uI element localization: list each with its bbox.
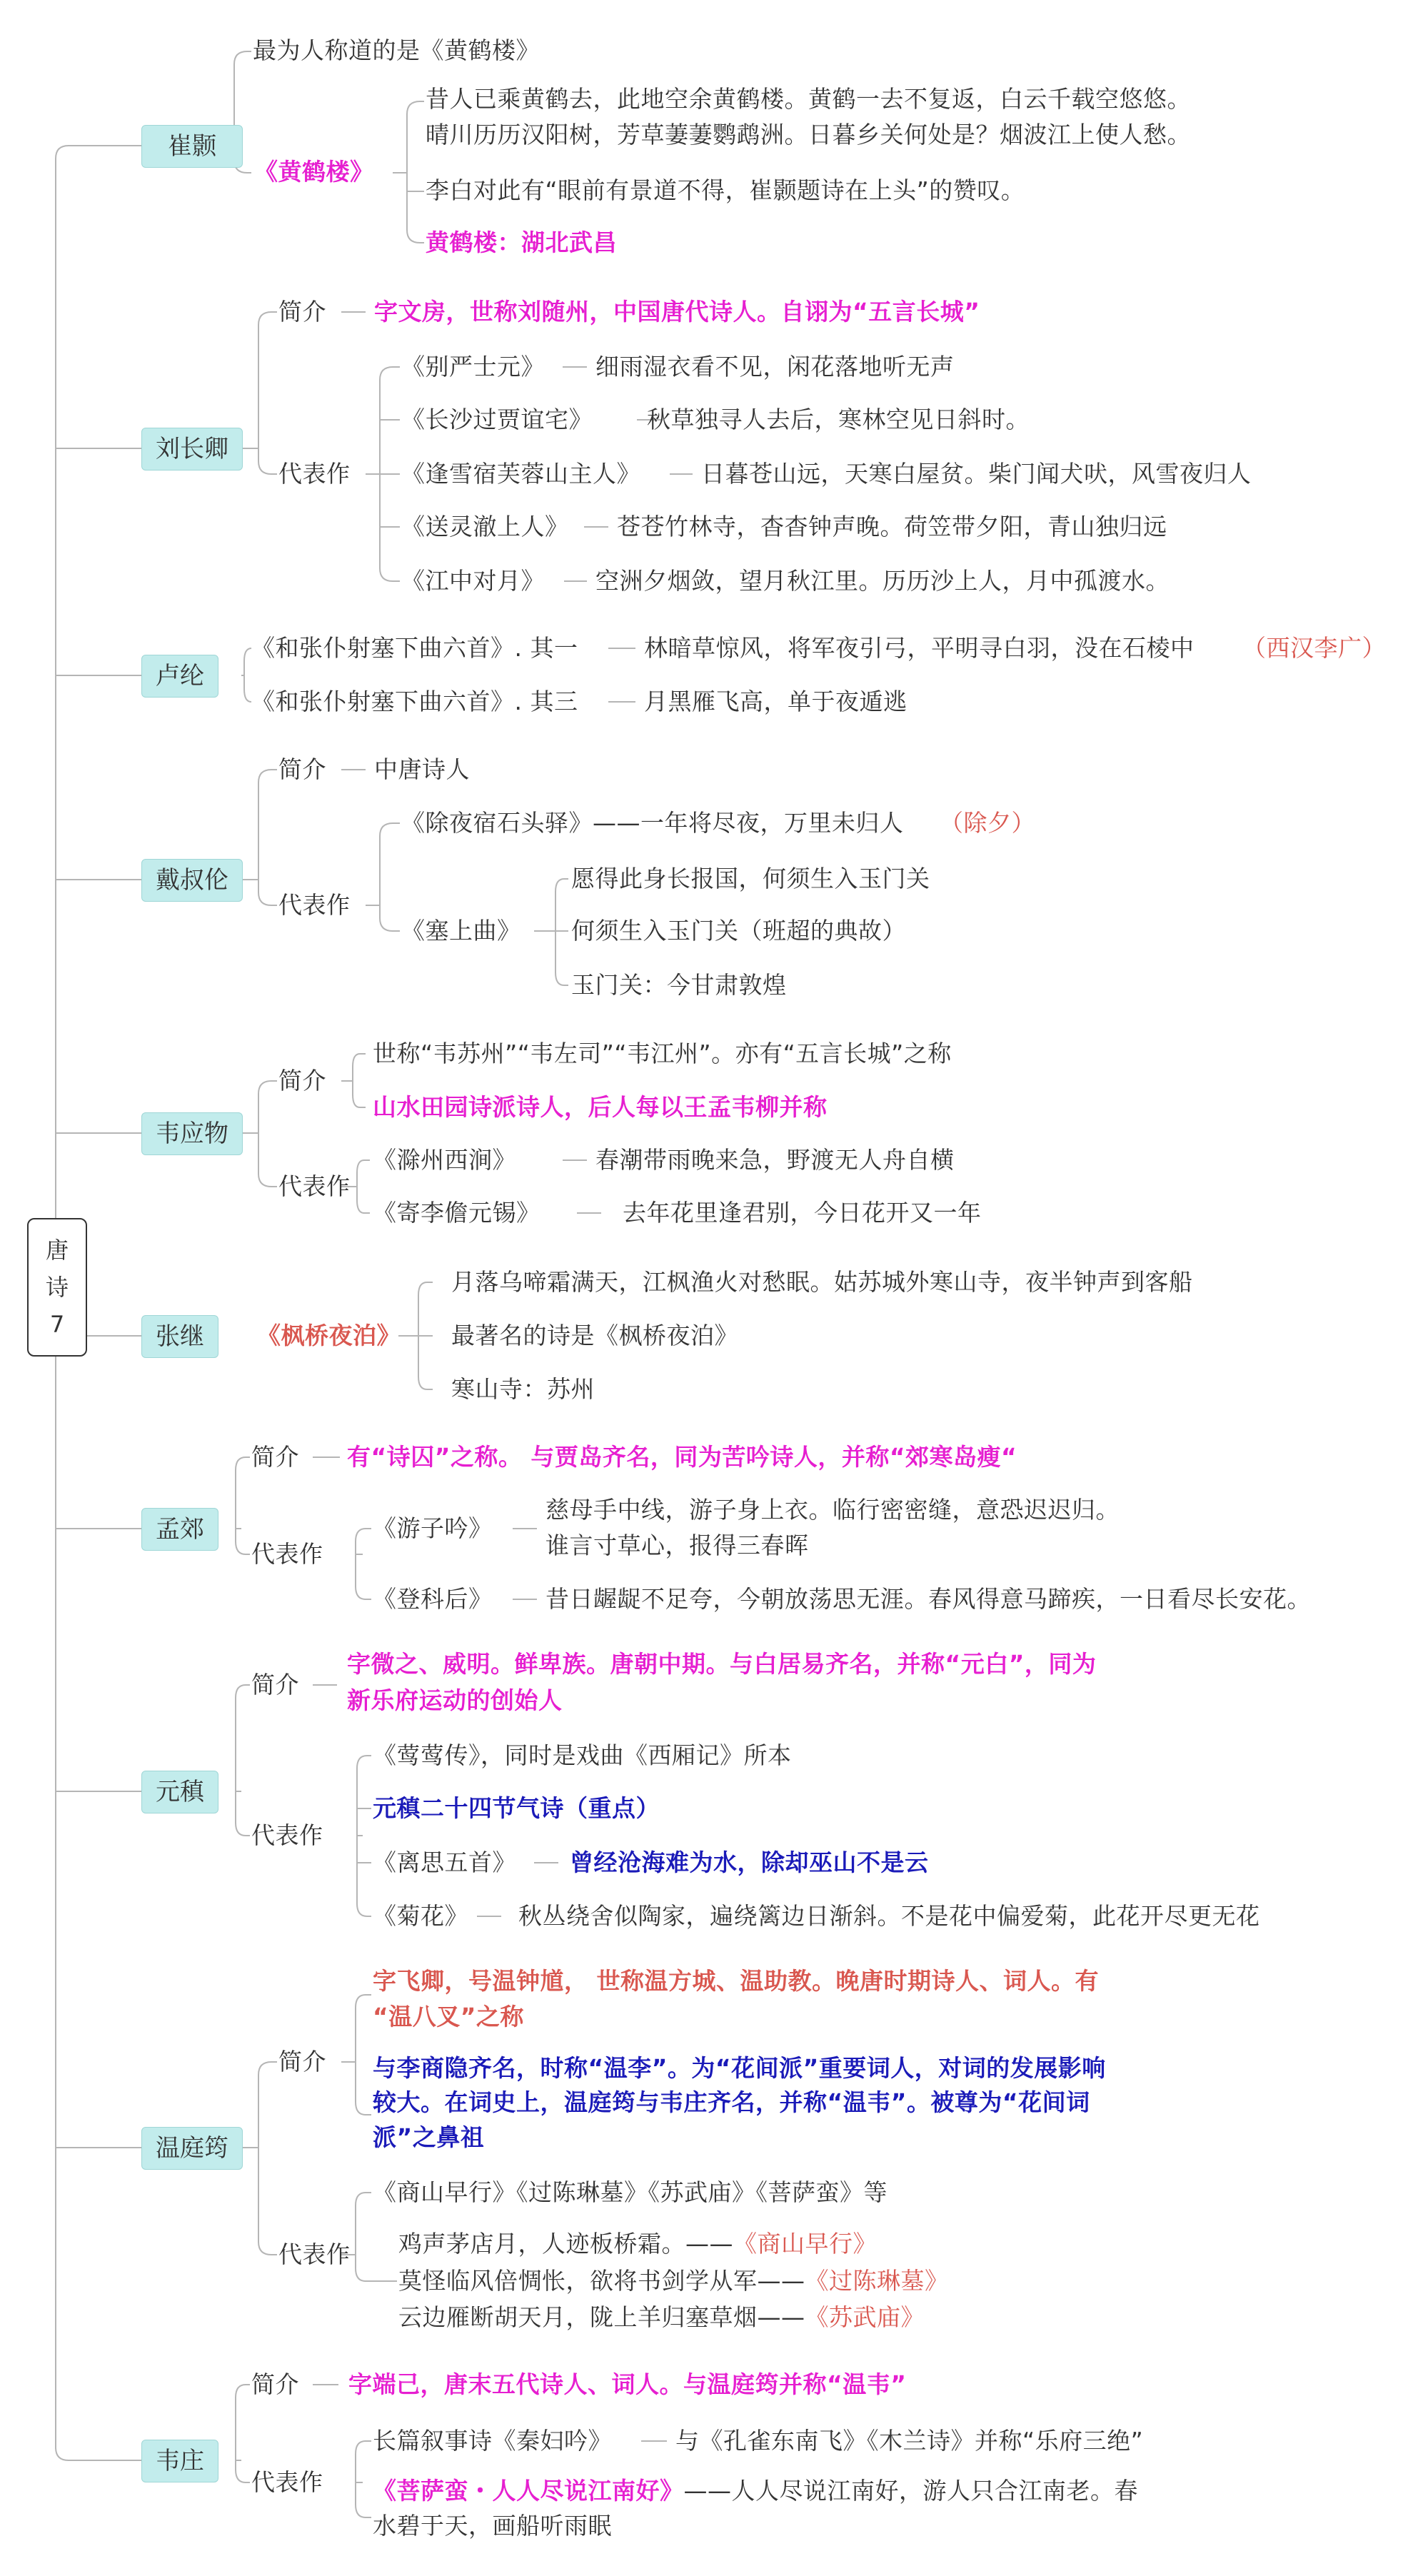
cuihao-poem-line1: 昔人已乘黄鹤去，此地空余黄鹤楼。黄鹤一去不复返，白云千载空悠悠。 bbox=[426, 85, 1191, 113]
yuanzhen-intro-line: 字微之、威明。鲜卑族。唐朝中期。与白居易齐名，并称“元白”，同为 bbox=[347, 1650, 1097, 1678]
poet-node-daishulun[interactable]: 戴叔伦 bbox=[141, 859, 243, 902]
wentingyun-intro-label[interactable]: 简介 bbox=[278, 2048, 326, 2076]
poet-node-weizhuang[interactable]: 韦庄 bbox=[141, 2440, 218, 2482]
yuanzhen-work4-title[interactable]: 《菊花》 bbox=[373, 1902, 468, 1930]
root-char-1: 唐 bbox=[45, 1237, 69, 1264]
weizhuang-work2-line-cont: 水碧于天，画船听雨眠 bbox=[373, 2512, 612, 2540]
weiyingwu-work-line: 春潮带雨晚来急，野渡无人舟自横 bbox=[595, 1146, 955, 1174]
yuanzhen-work3-line: 曾经沧海难为水，除却巫山不是云 bbox=[570, 1848, 929, 1876]
weiyingwu-work-title[interactable]: 《滁州西涧》 bbox=[373, 1146, 516, 1174]
wentingyun-quote-text: 云边雁断胡天月，陇上羊归塞草烟—— bbox=[398, 2303, 805, 2331]
poet-node-liuchangqing[interactable]: 刘长卿 bbox=[141, 428, 243, 471]
zhangji-line: 寒山寺：苏州 bbox=[451, 1375, 595, 1403]
weizhuang-work1-title[interactable]: 长篇叙事诗《秦妇吟》 bbox=[373, 2427, 612, 2455]
mengjiao-work2-line: 昔日龌龊不足夸，今朝放荡思无涯。春风得意马蹄疾，一日看尽长安花。 bbox=[545, 1585, 1311, 1613]
wentingyun-works-list[interactable]: 《商山早行》《过陈琳墓》《苏武庙》《菩萨蛮》等 bbox=[373, 2178, 888, 2206]
cuihao-place: 黄鹤楼：湖北武昌 bbox=[426, 228, 617, 256]
wentingyun-quote-source[interactable]: 《商山早行》 bbox=[733, 2230, 877, 2258]
weiyingwu-works-label[interactable]: 代表作 bbox=[278, 1172, 351, 1200]
wentingyun-intro2-line: 与李商隐齐名，时称“温李”。为“花间派”重要词人，对词的发展影响 bbox=[373, 2054, 1106, 2082]
mengjiao-works-label[interactable]: 代表作 bbox=[251, 1540, 323, 1568]
daishulun-work2-line: 玉门关：今甘肃敦煌 bbox=[571, 971, 787, 999]
yuanzhen-intro-label[interactable]: 简介 bbox=[251, 1671, 299, 1699]
liuchangqing-work-title[interactable]: 《送灵澈上人》 bbox=[401, 513, 569, 540]
wentingyun-intro2-line: 较大。在词史上，温庭筠与韦庄齐名，并称“温韦”。被尊为“花间词 bbox=[373, 2088, 1090, 2116]
weizhuang-work1-line: 与《孔雀东南飞》《木兰诗》并称“乐府三绝” bbox=[675, 2427, 1144, 2455]
cuihao-work-title[interactable]: 《黄鹤楼》 bbox=[254, 158, 374, 186]
zhangji-work-title[interactable]: 《枫桥夜泊》 bbox=[257, 1322, 401, 1349]
yuanzhen-work4-line: 秋丛绕舍似陶家，遍绕篱边日渐斜。不是花中偏爱菊，此花开尽更无花 bbox=[518, 1902, 1260, 1930]
wentingyun-quote-text: 鸡声茅店月，人迹板桥霜。—— bbox=[398, 2230, 733, 2258]
poet-node-yuanzhen[interactable]: 元稹 bbox=[141, 1771, 218, 1813]
lulun-work2-title[interactable]: 《和张仆射塞下曲六首》. 其三 bbox=[251, 688, 578, 715]
wentingyun-works-label[interactable]: 代表作 bbox=[278, 2240, 351, 2268]
liuchangqing-work-title[interactable]: 《逢雪宿芙蓉山主人》 bbox=[401, 460, 640, 488]
weizhuang-work2-title[interactable]: 《菩萨蛮・人人尽说江南好》 bbox=[373, 2477, 684, 2505]
yuanzhen-work1[interactable]: 《莺莺传》，同时是戏曲《西厢记》所本 bbox=[373, 1741, 792, 1769]
mengjiao-work1-line: 谁言寸草心，报得三春晖 bbox=[545, 1531, 809, 1559]
weiyingwu-intro2: 山水田园诗派诗人，后人每以王孟韦柳并称 bbox=[373, 1093, 828, 1121]
liuchangqing-work-line: 苍苍竹林寺，杳杳钟声晚。荷笠带夕阳，青山独归远 bbox=[617, 513, 1167, 540]
liuchangqing-intro-label[interactable]: 简介 bbox=[278, 298, 326, 326]
cuihao-known-for: 最为人称道的是《黄鹤楼》 bbox=[253, 36, 540, 64]
wentingyun-intro2-line: 派”之鼻祖 bbox=[373, 2123, 485, 2151]
wentingyun-quote bbox=[398, 2230, 877, 2258]
mengjiao-work2-title[interactable]: 《登科后》 bbox=[373, 1585, 493, 1613]
zhangji-line: 月落乌啼霜满天，江枫渔火对愁眠。姑苏城外寒山寺，夜半钟声到客船 bbox=[451, 1268, 1193, 1296]
yuanzhen-works-label[interactable]: 代表作 bbox=[251, 1821, 323, 1849]
zhangji-line: 最著名的诗是《枫桥夜泊》 bbox=[451, 1322, 738, 1349]
root-char-2: 诗 bbox=[45, 1274, 69, 1301]
weizhuang-intro-label[interactable]: 简介 bbox=[251, 2370, 299, 2398]
liuchangqing-work-line: 空洲夕烟敛，望月秋江里。历历沙上人，月中孤渡水。 bbox=[595, 567, 1170, 595]
wentingyun-quote-source[interactable]: 《过陈琳墓》 bbox=[805, 2267, 949, 2295]
cuihao-poem-line2: 晴川历历汉阳树，芳草萋萋鹦鹉洲。日暮乡关何处是？烟波江上使人愁。 bbox=[426, 121, 1191, 149]
lulun-work2-line: 月黑雁飞高，单于夜遁逃 bbox=[644, 688, 907, 715]
liuchangqing-work-title[interactable]: 《江中对月》 bbox=[401, 567, 545, 595]
poet-node-lulun[interactable]: 卢纶 bbox=[141, 655, 218, 698]
yuanzhen-work2[interactable]: 元稹二十四节气诗（重点） bbox=[373, 1794, 660, 1822]
weizhuang-intro: 字端己，唐末五代诗人、词人。与温庭筠并称“温韦” bbox=[348, 2370, 907, 2398]
wentingyun-quote bbox=[398, 2268, 949, 2295]
daishulun-work1-note: （除夕） bbox=[940, 809, 1035, 837]
mengjiao-work1-title[interactable]: 《游子吟》 bbox=[373, 1514, 493, 1542]
poet-node-mengjiao[interactable]: 孟郊 bbox=[141, 1508, 218, 1551]
daishulun-work1[interactable]: 《除夜宿石头驿》——一年将尽夜，万里未归人 bbox=[401, 809, 904, 837]
daishulun-work2-line: 何须生入玉门关（班超的典故） bbox=[571, 917, 906, 945]
liuchangqing-work-title[interactable]: 《别严士元》 bbox=[401, 353, 545, 381]
wentingyun-quote bbox=[398, 2304, 925, 2331]
lulun-work1-title[interactable]: 《和张仆射塞下曲六首》. 其一 bbox=[251, 634, 578, 662]
mengjiao-work1-line: 慈母手中线，游子身上衣。临行密密缝，意恐迟迟归。 bbox=[545, 1496, 1120, 1524]
liuchangqing-work-line: 日暮苍山远，天寒白屋贫。柴门闻犬吠，风雪夜归人 bbox=[701, 460, 1252, 488]
lulun-work1-line: 林暗草惊风，将军夜引弓，平明寻白羽，没在石棱中 bbox=[644, 634, 1195, 662]
liuchangqing-work-line: 细雨湿衣看不见，闲花落地听无声 bbox=[595, 353, 955, 381]
daishulun-intro-label[interactable]: 简介 bbox=[278, 755, 326, 783]
weizhuang-work2 bbox=[373, 2477, 1138, 2505]
weiyingwu-intro-label[interactable]: 简介 bbox=[278, 1067, 326, 1095]
wentingyun-intro1-line: 字飞卿，号温钟馗， 世称温方城、温助教。晚唐时期诗人、词人。有 bbox=[373, 1967, 1099, 1995]
wentingyun-intro1-line: “温八叉”之称 bbox=[373, 2003, 524, 2031]
poet-node-weiyingwu[interactable]: 韦应物 bbox=[141, 1112, 243, 1155]
poet-node-zhangji[interactable]: 张继 bbox=[141, 1315, 218, 1358]
weiyingwu-work-title[interactable]: 《寄李儋元锡》 bbox=[373, 1199, 540, 1227]
root-topic[interactable] bbox=[27, 1218, 87, 1357]
poet-node-cuihao[interactable]: 崔颢 bbox=[141, 125, 243, 168]
cuihao-libai-comment: 李白对此有“眼前有景道不得，崔颢题诗在上头”的赞叹。 bbox=[426, 176, 1025, 204]
wentingyun-quote-source[interactable]: 《苏武庙》 bbox=[805, 2303, 925, 2331]
daishulun-works-label[interactable]: 代表作 bbox=[278, 891, 351, 919]
root-char-3: 7 bbox=[49, 1311, 65, 1338]
weizhuang-work2-line: ——人人尽说江南好，游人只合江南老。春 bbox=[683, 2477, 1138, 2505]
mengjiao-intro: 有“诗囚”之称。 与贾岛齐名，同为苦吟诗人，并称“郊寒岛瘦“ bbox=[347, 1443, 1017, 1471]
wentingyun-quote-text: 莫怪临风倍惆怅，欲将书剑学从军—— bbox=[398, 2267, 805, 2295]
weiyingwu-intro1: 世称“韦苏州”“韦左司”“韦江州”。亦有“五言长城”之称 bbox=[373, 1040, 952, 1067]
liuchangqing-work-line: 秋草独寻人去后，寒林空见日斜时。 bbox=[647, 406, 1030, 433]
yuanzhen-work3-title[interactable]: 《离思五首》 bbox=[373, 1848, 516, 1876]
daishulun-intro: 中唐诗人 bbox=[374, 755, 470, 783]
liuchangqing-intro: 字文房，世称刘随州，中国唐代诗人。自诩为“五言长城” bbox=[374, 298, 980, 326]
daishulun-work2-line: 愿得此身长报国，何须生入玉门关 bbox=[571, 865, 930, 892]
mengjiao-intro-label[interactable]: 简介 bbox=[251, 1443, 299, 1471]
weizhuang-works-label[interactable]: 代表作 bbox=[251, 2468, 323, 2496]
lulun-work1-note: （西汉李广） bbox=[1242, 634, 1386, 662]
weiyingwu-work-line: 去年花里逢君别，今日花开又一年 bbox=[623, 1199, 982, 1227]
yuanzhen-intro-line: 新乐府运动的创始人 bbox=[347, 1686, 563, 1714]
poet-node-wentingyun[interactable]: 温庭筠 bbox=[141, 2127, 243, 2170]
daishulun-work2-title[interactable]: 《塞上曲》 bbox=[401, 917, 521, 945]
liuchangqing-works-label[interactable]: 代表作 bbox=[278, 460, 351, 488]
liuchangqing-work-title[interactable]: 《长沙过贾谊宅》 bbox=[401, 406, 593, 433]
